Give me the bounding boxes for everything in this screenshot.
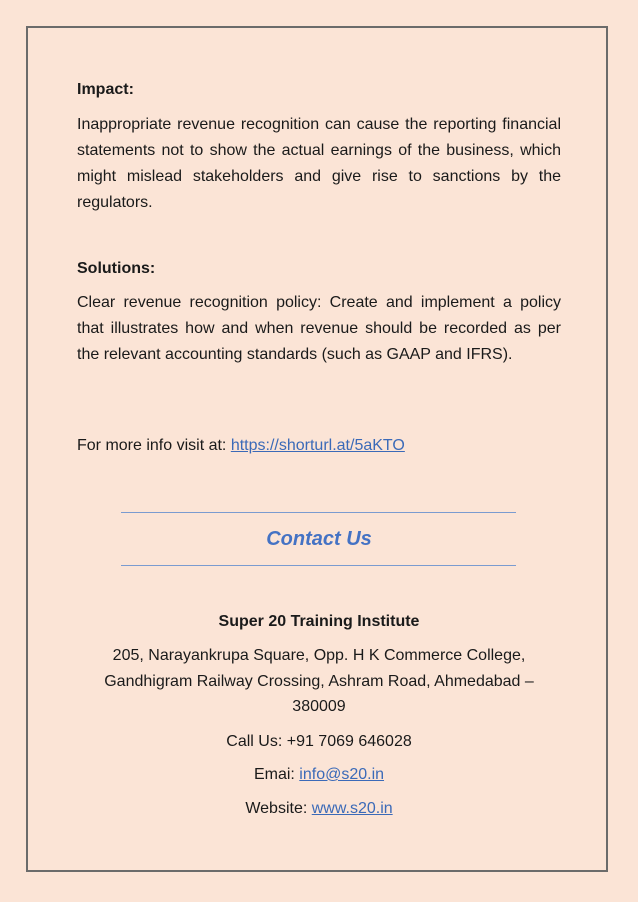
impact-paragraph: Inappropriate revenue recognition can cause the reporting financial statements not to show the actual earnings of the business, which might mislead stakeholders and give rise to sanctions by the regulators. [77, 116, 561, 211]
more-info-link[interactable]: https://shorturl.at/5aKTO [230, 437, 405, 454]
contact-divider-bottom [121, 565, 516, 566]
address-line-3: 380009 [292, 698, 346, 715]
website-label: Website: [245, 800, 312, 817]
address-line-1: 205, Narayankrupa Square, Opp. H K Commerce College, [112, 647, 526, 664]
website-link[interactable]: www.s20.in [311, 800, 393, 817]
email-label: Emai: [253, 766, 300, 783]
contact-title: Contact Us [266, 528, 372, 550]
call-us: Call Us: +91 7069 646028 [226, 733, 412, 750]
institute-name: Super 20 Training Institute [218, 613, 420, 630]
contact-divider-top [121, 512, 516, 513]
email-link[interactable]: info@s20.in [299, 766, 385, 783]
email-line [60, 762, 578, 788]
solutions-paragraph: Clear revenue recognition policy: Create and implement a policy that illustrates how and when revenue should be recorded as per the relevant accounting standards (such as GAAP and IFRS). [77, 294, 561, 363]
impact-heading: Impact: [77, 81, 134, 98]
more-info-line [77, 436, 405, 456]
website-line [60, 796, 578, 822]
more-info-prefix: For more info visit at: [77, 437, 231, 454]
solutions-heading: Solutions: [77, 260, 156, 277]
address-line-2: Gandhigram Railway Crossing, Ashram Road, Ahmedabad – [104, 673, 534, 690]
